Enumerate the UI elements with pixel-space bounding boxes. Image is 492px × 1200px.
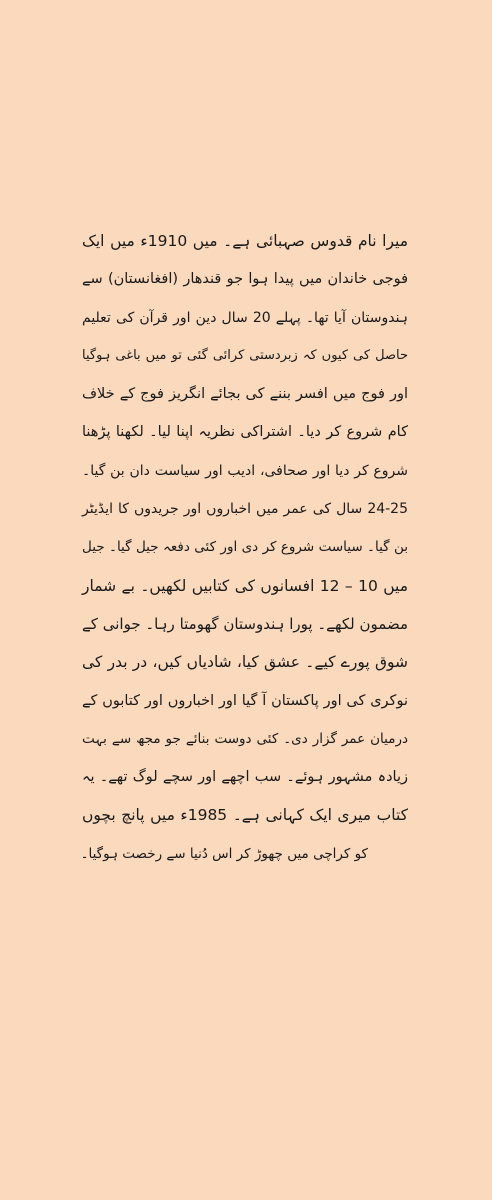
text-line: بن گیا۔ سیاست شروع کر دی اور کئی دفعہ جیل گیا۔ جیل xyxy=(82,539,408,556)
text-line: شوق پورے کیے۔ عشق کیا، شادیاں کیں، در بدر کی xyxy=(82,653,408,672)
text-line: میرا نام قدوس صہبائی ہے۔ میں 1910ء میں ایک xyxy=(82,232,408,250)
text-line: ہندوستان آیا تھا۔ پہلے 20 سال دین اور قرآن کی تعلیم xyxy=(82,309,408,326)
text-line: کام شروع کر دیا۔ اشتراکی نظریہ اپنا لیا۔ لکھنا پڑھنا xyxy=(82,424,408,441)
text-line: فوجی خاندان میں پیدا ہوا جو قندھار (افغانستان) سے xyxy=(82,271,408,288)
text-line: میں 10 – 12 افسانوں کی کتابیں لکھیں۔ بے شمار xyxy=(82,576,408,595)
text-line: 24-25 سال کی عمر میں اخباروں اور جریدوں کا ایڈیٹر xyxy=(82,501,408,518)
biography-paragraph xyxy=(82,222,408,873)
text-line: کو کراچی میں چھوڑ کر اس دُنیا سے رخصت ہوگیا۔ xyxy=(80,845,368,862)
text-line: حاصل کی کیوں کہ زبردستی کرائی گئی تو میں باغی ہوگیا xyxy=(82,347,408,363)
text-line: درمیان عمر گزار دی۔ کئی دوست بنائے جو مجھ سے بہت xyxy=(82,730,408,747)
text-line: مضمون لکھے۔ پورا ہندوستان گھومتا رہا۔ جوانی کے xyxy=(82,614,408,633)
text-line: اور فوج میں افسر بننے کی بجائے انگریز فوج کے خلاف xyxy=(82,386,408,403)
text-line: شروع کر دیا اور صحافی، ادیب اور سیاست دان بن گیا۔ xyxy=(82,462,408,479)
text-line: زیادہ مشہور ہوئے۔ سب اچھے اور سچے لوگ تھے۔ یہ xyxy=(82,769,408,786)
text-line: نوکری کی اور پاکستان آ گیا اور اخباروں اور کتابوں کے xyxy=(82,692,408,709)
text-line: کتاب میری ایک کہانی ہے۔ 1985ء میں پانچ بچوں xyxy=(82,806,408,825)
